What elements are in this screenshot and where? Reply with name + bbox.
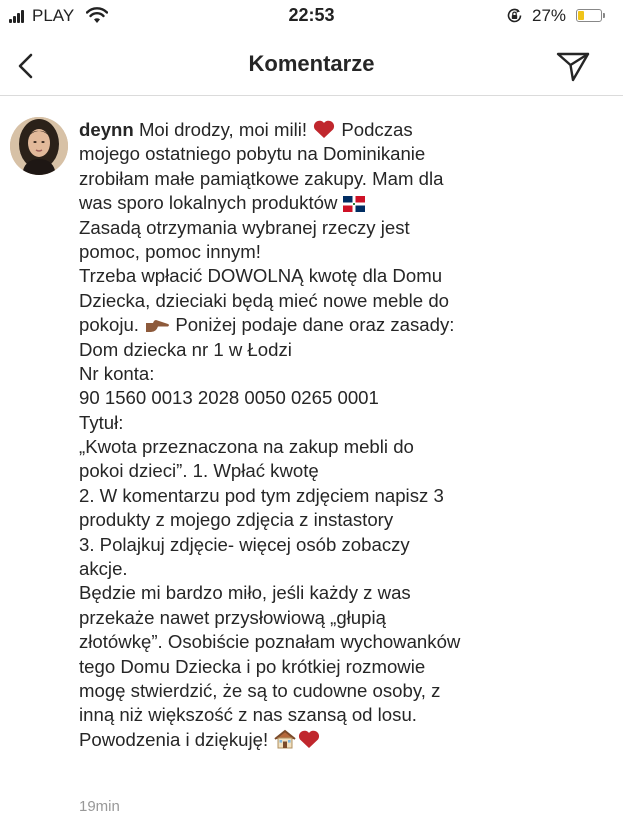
comment-line: Tytuł: [79,411,124,433]
status-bar [0,0,623,34]
comment-text: was sporo lokalnych produktów [79,192,343,214]
comment-text: Moi drodzy, moi mili! [138,119,313,140]
direct-share-button[interactable] [553,48,593,84]
comment-line: pomoc, pomoc innym! [79,240,261,262]
status-time: 22:53 [288,5,335,25]
comment-text: Poniżej podaje dane oraz zasady: [175,314,455,336]
comment-line [79,191,619,215]
comment-line [79,313,619,337]
comment-text: Powodzenia i dziękuję! [79,728,274,750]
avatar[interactable] [10,117,68,175]
profile-photo-icon [10,117,68,175]
battery-tip [603,13,605,18]
comment-text: pokoju. [79,314,139,336]
comment-line: inną niż większość z nas szansą od losu. [79,704,417,726]
comment-line: Zasadą otrzymania wybranej rzeczy jest [79,216,410,238]
comment-line: Dom dziecka nr 1 w Łodzi [79,338,292,360]
comment [79,118,619,752]
comment-line: złotówkę”. Osobiście poznałam wychowanków [79,631,461,653]
comment-line [79,118,619,142]
comment-line: 3. Polajkuj zdjęcie- więcej osób zobaczy [79,533,410,555]
comment-line: zrobiłam małe pamiątkowe zakupy. Mam dla [79,167,444,189]
comment-text: Podczas [341,119,413,140]
comment-line: „Kwota przeznaczona na zakup mebli do [79,436,414,458]
nav-bar [0,34,623,96]
pointing-hand-emoji-icon [144,316,170,340]
comment-username[interactable]: deynn [79,119,134,140]
comment-line: mogę stwierdzić, że są to cudowne osoby, z [79,679,441,701]
comment-line: mojego ostatniego pobytu na Dominikanie [79,143,426,165]
comment-line [79,728,619,752]
comment-line: pokoi dzieci”. 1. Wpłać kwotę [79,460,319,482]
comment-line: Nr konta: [79,362,155,384]
comment-line: akcje. [79,558,128,580]
comment-line: produkty z mojego zdjęcia z instastory [79,509,394,531]
comment-line: 2. W komentarzu pod tym zdjęciem napisz 3 [79,484,444,506]
dominican-flag-icon [343,194,365,218]
comment-line: tego Domu Dziecka i po krótkiej rozmowie [79,655,426,677]
comment-line: 90 1560 0013 2028 0050 0265 0001 [79,387,379,409]
comment-line: Będzie mi bardzo miło, jeśli każdy z was [79,582,411,604]
page-title: Komentarze [248,51,375,76]
rotation-lock-icon [506,7,523,24]
battery-percent: 27% [532,6,567,25]
comment-line: Dziecka, dzieciaki będą mieć nowe meble do [79,289,449,311]
carrier-name: PLAY [32,6,75,25]
heart-emoji-icon [297,729,321,755]
battery-level-fill [578,11,584,20]
battery-icon [576,9,602,22]
comment-line: Trzeba wpłacić DOWOLNĄ kwotę dla Domu [79,265,443,287]
direct-share-icon [553,48,593,84]
house-emoji-icon [273,729,297,755]
comment-line: przekaże nawet przysłowiową „głupią [79,606,386,628]
comment-timestamp: 19min [79,798,120,815]
